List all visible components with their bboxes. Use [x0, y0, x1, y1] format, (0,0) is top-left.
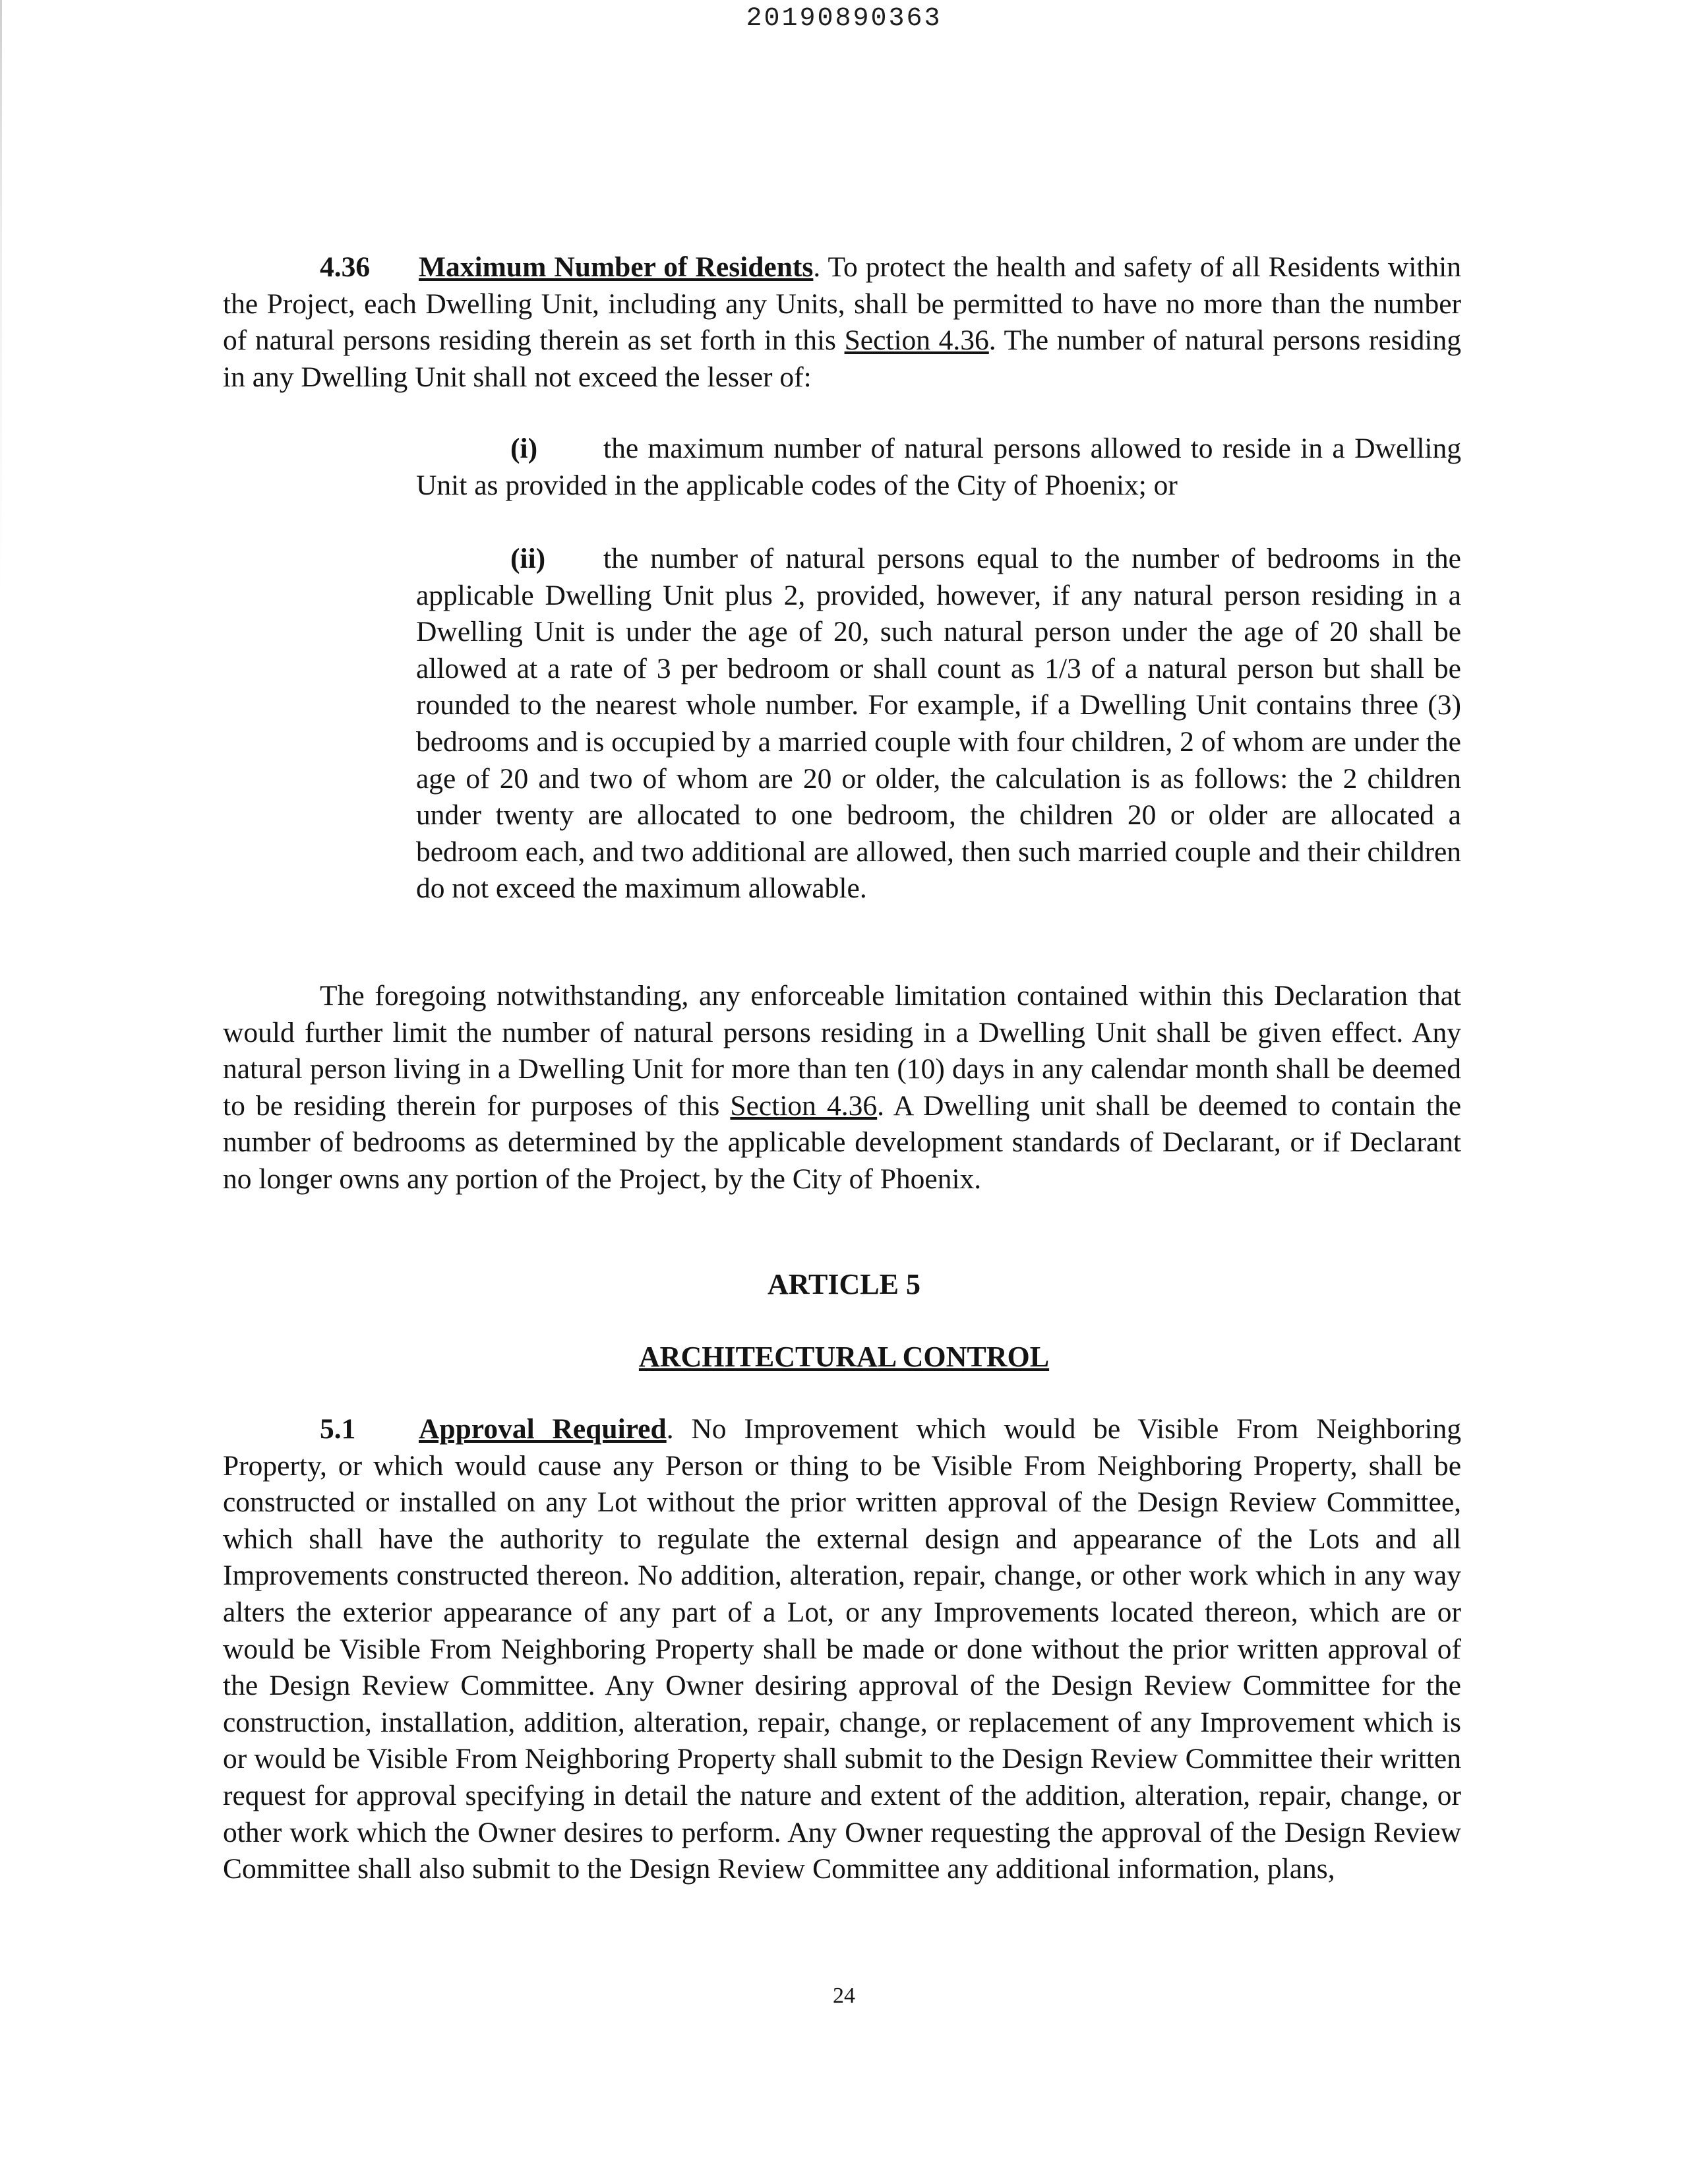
section-title: Maximum Number of Residents: [419, 251, 814, 283]
paragraph-text: The foregoing notwithstanding, any enforceable limitation contained within this Declaration that would further limit the number of natural persons residing in a Dwelling Unit shall be given effect. Any natural person living in a Dwelling Unit for more than ten (10) days in any calendar month shall be deemed to be residing therein for purposes of this: [223, 980, 1461, 1122]
section-text: . No Improvement which would be Visible From Neighboring Property, or which would cause any Person or thing to be Visible From Neighboring Property, shall be constructed or installed on any Lot without the prior written approval of the Design Review Committee, which shall have the authority to regulate the external design and appearance of the Lots and all Improvements constructed thereon. No addition, alteration, repair, change, or other work which in any way alters the exterior appearance of any part of a Lot, or any Improvements located thereon, which are or would be Visible From Neighboring Property shall be made or done without the prior written approval of the Design Review Committee. Any Owner desiring approval of the Design Review Committee for the construction, installation, addition, alteration, repair, change, or replacement of any Improvement which is or would be Visible From Neighboring Property shall submit to the Design Review Committee their written request for approval specifying in detail the nature and extent of the addition, alteration, repair, change, or other work which the Owner desires to perform. Any Owner requesting the approval of the Design Review Committee shall also submit to the Design Review Committee any additional information, plans,: [223, 1413, 1462, 1885]
section-number: 4.36: [320, 251, 371, 283]
page-number: 24: [833, 1984, 855, 2008]
section-5-1-paragraph: [223, 1411, 1461, 1888]
subsection-ii-paragraph: [416, 541, 1461, 907]
subsection-text: the number of natural persons equal to the number of bedrooms in the applicable Dwelling Unit plus 2, provided, however, if any natural person residing in a Dwelling Unit is under the age of 20, such natural person under the age of 20 shall be allowed at a rate of 3 per bedroom or shall count as 1/3 of a natural person but shall be rounded to the nearest whole number. For example, if a Dwelling Unit contains three (3) bedrooms and is occupied by a married couple with four children, 2 of whom are under the age of 20 and two of whom are 20 or older, the calculation is as follows: the 2 children under twenty are allocated to one bedroom, the children 20 or older are allocated a bedroom each, and two additional are allowed, then such married couple and their children do not exceed the maximum allowable.: [416, 543, 1461, 905]
section-number: 5.1: [320, 1413, 356, 1445]
section-text: . To protect the health and safety of all Residents within the Project, each Dwelling Unit, including any Units, shall be permitted to have no more than the number of natural persons residing therein as set forth in this: [223, 251, 1461, 357]
section-4-36-paragraph: [223, 249, 1461, 396]
section-text-continued: . The number of natural persons residing in any Dwelling Unit shall not exceed the lesser of:: [223, 324, 1461, 393]
paragraph-text-continued: . A Dwelling unit shall be deemed to contain the number of bedrooms as determined by the applicable development standards of Declarant, or if Declarant no longer owns any portion of the Project, by the City of Phoenix.: [223, 1089, 1462, 1195]
section-cross-reference: Section 4.36: [844, 324, 989, 357]
subsection-i-paragraph: [416, 431, 1461, 504]
recording-number: 20190890363: [746, 4, 942, 34]
section-title: Approval Required: [419, 1413, 667, 1445]
section-cross-reference: Section 4.36: [730, 1089, 878, 1122]
scan-edge-shadow: [0, 0, 2, 593]
article-title: ARCHITECTURAL CONTROL: [638, 1341, 1050, 1373]
subsection-label: (ii): [510, 543, 546, 574]
article-heading: ARTICLE 5: [768, 1268, 920, 1300]
foregoing-paragraph: [223, 978, 1461, 1198]
subsection-label: (i): [510, 433, 538, 464]
subsection-text: the maximum number of natural persons allowed to reside in a Dwelling Unit as provided in the applicable codes of the City of Phoenix; or: [416, 433, 1461, 501]
